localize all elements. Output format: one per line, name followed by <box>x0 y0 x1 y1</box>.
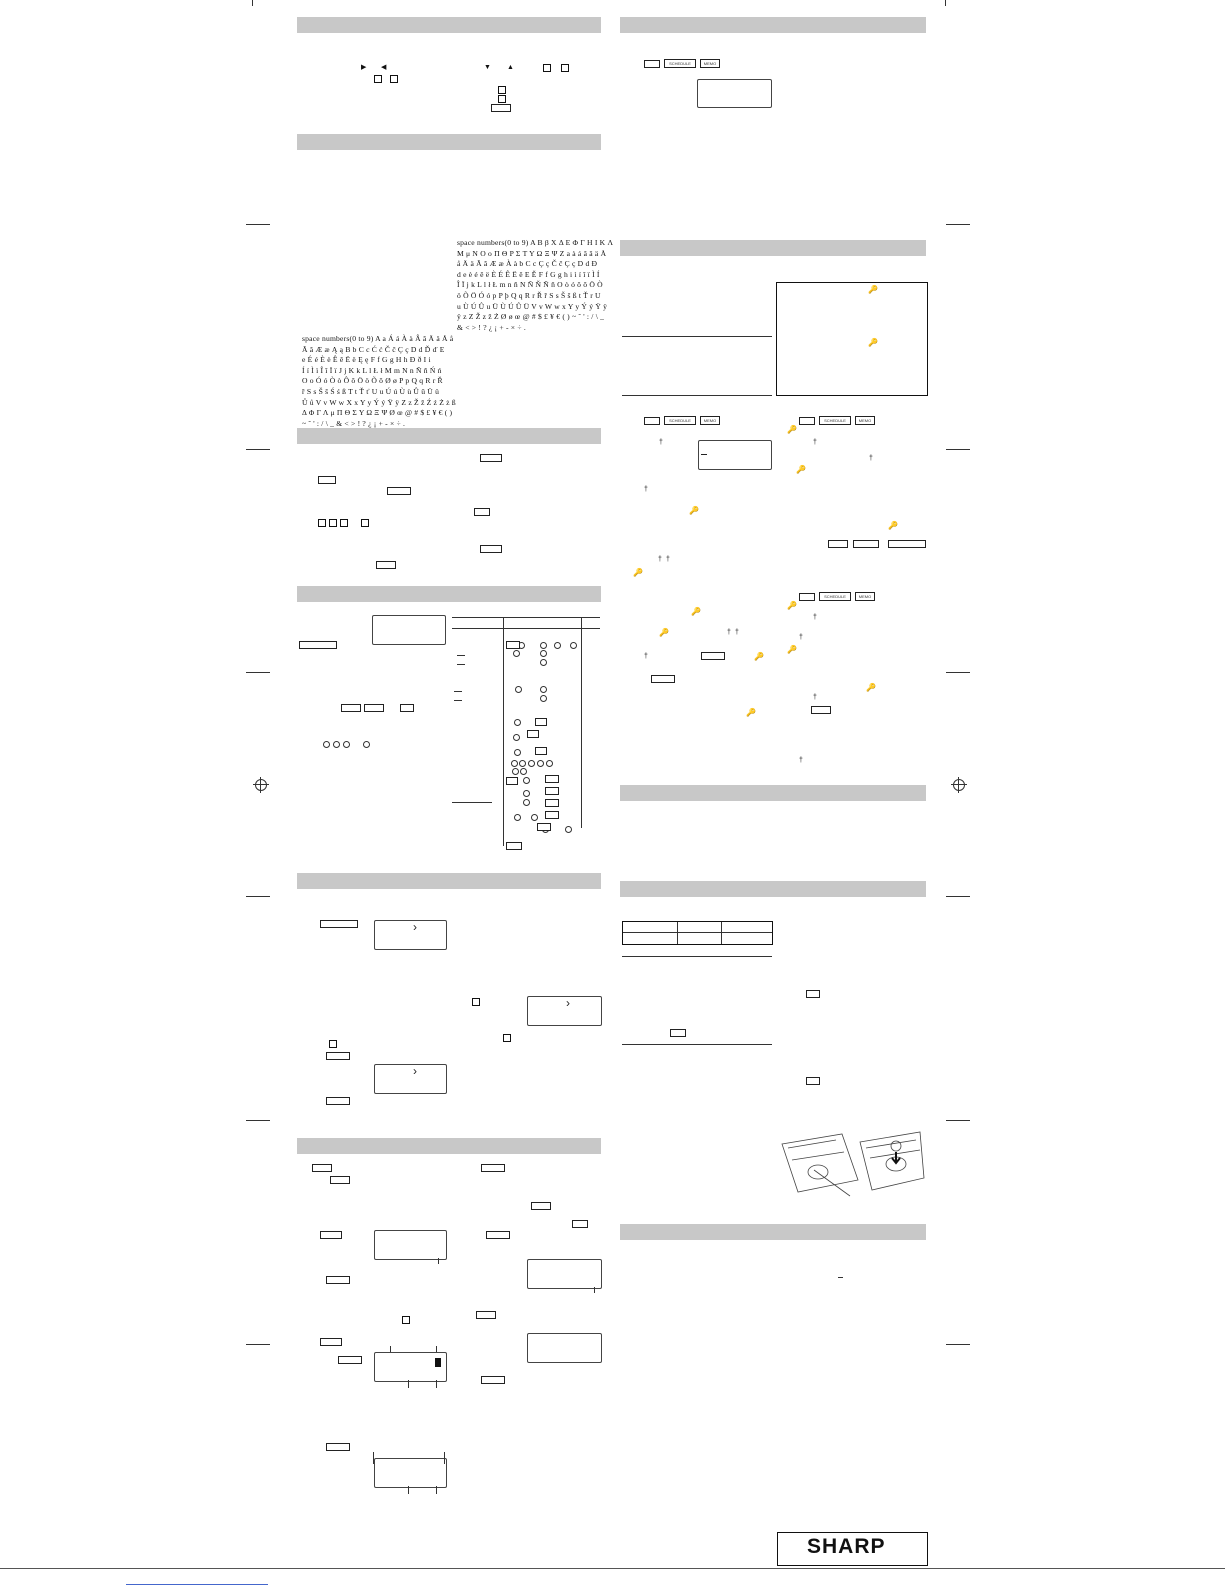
crop-mark-left-1 <box>246 224 270 225</box>
device-detail <box>866 1140 920 1158</box>
key-box <box>537 823 551 831</box>
lcd-display <box>697 79 772 108</box>
section-bar-left-6 <box>297 1138 601 1154</box>
key-box <box>853 540 879 548</box>
left-arrow-icon: ◀ <box>381 64 387 71</box>
memo-key: MEMO <box>700 416 720 425</box>
pin-icon: † <box>727 629 731 636</box>
circle-key-icon <box>523 799 530 806</box>
section-rule <box>622 395 772 396</box>
key-icon: 🔑 <box>888 521 898 530</box>
pin-icon: † <box>799 634 803 641</box>
key-box <box>545 811 559 819</box>
pin-icon: † <box>644 486 648 493</box>
overline-mark <box>838 1277 843 1278</box>
key-icon: 🔑 <box>746 708 756 717</box>
key-box <box>799 593 815 601</box>
char-line: ö Õ Ö Ó ó p P þ Q q R r Ř ř S s Š š ß t Ť r U <box>457 290 601 300</box>
section-rule <box>622 336 772 337</box>
enter-key <box>491 104 511 112</box>
circle-key-icon <box>528 760 535 767</box>
right-key-icon <box>402 1316 410 1324</box>
char-line: å Ä ä Ã ã Æ æ À à b C c Ç ç Č č Ç ç D d Ð <box>457 259 598 269</box>
key-box <box>535 747 547 755</box>
section-bar-left-2 <box>297 134 601 150</box>
schedule-key: SCHEDULE <box>819 592 851 601</box>
crop-mark-left-4 <box>246 896 270 897</box>
crop-mark-right-5 <box>946 1120 970 1121</box>
char-line: e É é È è Ê ê Ë ë Ę ę F f G g H h Ð ð I i <box>302 355 431 365</box>
key-icon: 🔑 <box>868 285 878 294</box>
lcd-display <box>374 920 447 950</box>
lcd-display <box>527 996 602 1026</box>
spec-table <box>622 921 773 945</box>
key-box <box>888 540 926 548</box>
section-bar-left-1 <box>297 17 601 33</box>
right-key-icon <box>472 998 480 1006</box>
table-rule <box>623 932 772 933</box>
char-line: & < > ! ? ¿ ¡ + - × ÷ . <box>457 322 526 332</box>
crop-mark-right-2 <box>946 449 970 450</box>
key-box <box>545 799 559 807</box>
battery-compartment-left <box>808 1165 828 1179</box>
circle-key-icon <box>514 719 521 726</box>
key-box <box>312 1164 332 1172</box>
key-box <box>400 704 414 712</box>
key-icon: 🔑 <box>659 628 669 637</box>
left-key-icon <box>503 1034 511 1042</box>
key-box <box>481 1376 505 1384</box>
key-box <box>338 1356 362 1364</box>
table-divider <box>503 617 504 846</box>
lcd-indicator <box>436 1380 437 1388</box>
circle-key-icon <box>519 760 526 767</box>
brand-logo: SHARP <box>807 1535 886 1558</box>
key-box <box>320 1231 342 1239</box>
schedule-key: SCHEDULE <box>819 416 851 425</box>
battery-coin <box>891 1141 901 1151</box>
circle-key-icon <box>513 650 520 657</box>
lcd-indicator <box>408 1486 409 1494</box>
pin-icon: † <box>644 653 648 660</box>
key-icon: 🔑 <box>866 683 876 692</box>
lcd-display <box>374 1230 447 1260</box>
char-line: ř S s Š š Ś ś ß T t Ť ť U u Ú ú Ù ù Û û Ü ü <box>302 386 440 396</box>
section-bar-right-3 <box>620 785 926 801</box>
key-box <box>318 476 336 484</box>
section-rule <box>622 956 772 957</box>
key-box <box>506 641 520 649</box>
table-mark <box>457 655 465 656</box>
crop-mark-right-4 <box>946 896 970 897</box>
circle-key-icon <box>515 686 522 693</box>
key-box <box>506 777 518 785</box>
right-key-icon <box>318 519 326 527</box>
circle-key-icon <box>511 760 518 767</box>
device-detail <box>788 1140 844 1160</box>
circle-key-icon <box>514 814 521 821</box>
key-box <box>828 540 848 548</box>
char-line: Î Ï j k L l ł Ł m n ñ N Ñ Ň Ñ ň O ò ó ô õ Ö Ò <box>457 280 603 290</box>
key-box <box>299 641 337 649</box>
char-line: Δ Φ Γ Λ μ Π Θ Σ Υ Ω Ξ Ψ Ø œ @ # $ £ ¥ € ( ) <box>302 408 453 418</box>
table-mark <box>454 691 462 692</box>
up-key-icon <box>561 64 569 72</box>
crop-mark-left-5 <box>246 1120 270 1121</box>
memo-key: MEMO <box>855 592 875 601</box>
key-box <box>474 508 490 516</box>
key-icon: 🔑 <box>868 338 878 347</box>
key-icon: 🔑 <box>787 425 797 434</box>
crop-mark-right-1 <box>946 224 970 225</box>
circle-key-icon <box>540 659 547 666</box>
up-key-icon <box>340 519 348 527</box>
char-line: space numbers(0 to 9) A B β X Δ E Φ Γ H I K Λ <box>457 238 614 247</box>
section-bar-right-5 <box>620 1224 926 1240</box>
key-icon: 🔑 <box>787 645 797 654</box>
key-box <box>387 487 411 495</box>
section-bar-right-4 <box>620 881 926 897</box>
lcd-display <box>374 1352 447 1382</box>
pin-icon: † <box>799 757 803 764</box>
char-line: d e è é ê ë È É Ê Ë ě E Ě F f G g h i ì í î ï Ì Í <box>457 269 600 279</box>
key-box <box>799 417 815 425</box>
table-divider <box>581 617 582 828</box>
circle-key-icon <box>333 741 340 748</box>
key-box <box>364 704 384 712</box>
circle-key-icon <box>513 734 520 741</box>
key-box <box>506 842 522 850</box>
circle-key-icon <box>523 777 530 784</box>
key-box <box>330 1176 350 1184</box>
down-key-icon <box>361 519 369 527</box>
key-box <box>326 1443 350 1451</box>
key-box <box>651 675 675 683</box>
key-box <box>326 1097 350 1105</box>
char-line: ÿ z Z Ž z ž Ż Ø ø œ @ # $ £ ¥ € ( ) ~ ˇ ' : / \ _ <box>457 312 605 322</box>
table-mark <box>457 664 465 665</box>
circle-key-icon <box>343 741 350 748</box>
pin-icon: † <box>813 694 817 701</box>
key-box <box>480 454 502 462</box>
schedule-key: SCHEDULE <box>664 59 696 68</box>
char-line: M μ N O o Π Θ P Σ T Y Ω Ξ Ψ Z a à á â ã ä Å <box>457 248 607 258</box>
key-box <box>701 652 725 660</box>
lcd-display <box>374 1458 447 1488</box>
pin-icon: † <box>813 614 817 621</box>
memo-key: MEMO <box>855 416 875 425</box>
key-icon: 🔑 <box>691 607 701 616</box>
key-box <box>341 704 361 712</box>
char-line: Í í Ì ì Î î Ï ï J j K k L l Ł ł M m N n Ñ ñ Ń ń <box>302 365 442 375</box>
key-box <box>320 920 358 928</box>
table-divider <box>677 922 678 944</box>
right-arrow-icon: ▶ <box>361 64 367 71</box>
char-line: Ů ů V v W w X x Y y Ý ý Ÿ ÿ Z z Ž ž Ź ź Ż ż ß <box>302 397 456 407</box>
key-box <box>326 1276 350 1284</box>
crop-mark-right-6 <box>946 1344 970 1345</box>
section-bar-left-3 <box>297 428 601 444</box>
section-bar-left-4 <box>297 586 601 602</box>
table-rule <box>452 617 600 618</box>
key-box <box>320 1338 342 1346</box>
table-rule <box>452 628 600 629</box>
key-box <box>376 561 396 569</box>
chevron-icon: › <box>413 1064 417 1078</box>
key-box <box>545 775 559 783</box>
registration-mark-right <box>953 779 965 791</box>
key-box <box>531 1202 551 1210</box>
pin-icon: † <box>869 455 873 462</box>
battery-replacement-illustration <box>780 1130 926 1200</box>
down-key-icon <box>543 64 551 72</box>
circle-key-icon <box>540 686 547 693</box>
lcd-indicator <box>438 1258 439 1264</box>
lcd-display <box>527 1333 602 1363</box>
circle-key-icon <box>546 760 553 767</box>
section-rule <box>622 1044 772 1045</box>
char-line: space numbers(0 to 9) A a Á á À à Â â Ä ä Å å <box>302 334 454 343</box>
circle-key-icon <box>523 790 530 797</box>
lcd-indicator <box>594 1287 595 1293</box>
crop-mark-right-3 <box>946 672 970 673</box>
circle-key-icon <box>540 695 547 702</box>
cursor-block <box>435 1358 441 1367</box>
section-bar-right-2 <box>620 240 926 256</box>
table-rule <box>452 802 492 803</box>
down-arrow-icon: ▼ <box>484 64 491 71</box>
crop-mark-left-6 <box>246 1344 270 1345</box>
up-arrow-icon: ▲ <box>507 64 514 71</box>
key-box <box>326 1052 350 1060</box>
section-bar-left-5 <box>297 873 601 889</box>
crop-mark-top-left <box>252 0 253 6</box>
left-key-icon <box>329 519 337 527</box>
circle-key-icon <box>565 826 572 833</box>
circle-key-icon <box>363 741 370 748</box>
pin-icon: † <box>666 556 670 563</box>
right-key-icon <box>374 75 382 83</box>
note-box <box>776 282 928 396</box>
lcd-indicator <box>408 1380 409 1388</box>
character-set-right <box>457 238 614 333</box>
bottom-trim-line <box>0 1568 1225 1569</box>
pin-icon: † <box>659 439 663 446</box>
key-icon: 🔑 <box>787 601 797 610</box>
circle-key-icon <box>323 741 330 748</box>
key-box <box>572 1220 588 1228</box>
chevron-icon: › <box>413 920 417 934</box>
circle-key-icon <box>537 760 544 767</box>
forward-key-icon <box>498 95 506 103</box>
table-divider <box>721 922 722 944</box>
crop-mark-top-right <box>945 0 946 6</box>
circle-key-icon <box>540 642 547 649</box>
key-box <box>481 1164 505 1172</box>
lcd-display <box>374 1064 447 1094</box>
back-key-icon <box>498 86 506 94</box>
pin-icon: † <box>735 629 739 636</box>
lcd-display <box>372 615 446 645</box>
circle-key-icon <box>554 642 561 649</box>
back-key-icon <box>329 1040 337 1048</box>
circle-key-icon <box>514 749 521 756</box>
lcd-indicator <box>436 1486 437 1494</box>
character-set-left <box>302 334 456 429</box>
key-box <box>644 60 660 68</box>
key-box <box>527 730 539 738</box>
section-bar-right-1 <box>620 17 926 33</box>
circle-key-icon <box>540 650 547 657</box>
circle-key-icon <box>570 642 577 649</box>
key-icon: 🔑 <box>689 506 699 515</box>
key-box <box>535 718 547 726</box>
key-icon: 🔑 <box>754 652 764 661</box>
memo-key: MEMO <box>700 59 720 68</box>
lcd-indicator <box>444 1452 445 1464</box>
lcd-display <box>698 440 772 470</box>
left-key-icon <box>390 75 398 83</box>
char-line: u Ù Ú Û u Ü Ù Ú Û Ü V v W w x Y y Ý ý Ÿ ÿ <box>457 301 608 311</box>
crop-mark-left-3 <box>246 672 270 673</box>
key-box <box>670 1029 686 1037</box>
key-box <box>480 545 502 553</box>
key-box <box>476 1311 496 1319</box>
table-mark <box>454 700 462 701</box>
key-box <box>486 1231 510 1239</box>
device-back-right <box>860 1132 924 1190</box>
pin-icon: † <box>813 439 817 446</box>
key-icon: 🔑 <box>796 465 806 474</box>
char-line: O o Ó ó Ò ò Ô ô Ö ö Õ õ Ø ø P p Q q R r Ř <box>302 376 443 386</box>
key-box <box>806 990 820 998</box>
cursor-mark <box>701 454 707 455</box>
key-box <box>811 706 831 714</box>
circle-key-icon <box>512 768 519 775</box>
char-line: ~ ˇ ' : / \ _ & < > ! ? ¿ ¡ + - × ÷ . <box>302 418 406 428</box>
key-box <box>806 1077 820 1085</box>
lcd-display <box>527 1259 602 1289</box>
pin-icon: † <box>658 556 662 563</box>
key-icon: 🔑 <box>633 568 643 577</box>
crop-mark-left-2 <box>246 449 270 450</box>
circle-key-icon <box>531 814 538 821</box>
schedule-key: SCHEDULE <box>664 416 696 425</box>
registration-mark-left <box>255 779 267 791</box>
circle-key-icon <box>520 768 527 775</box>
key-box <box>545 787 559 795</box>
char-line: Ã ã Æ æ Ą ą B b C c Ć ć Č č Ç ç D d Ď ď E <box>302 344 445 354</box>
lcd-indicator <box>373 1452 374 1464</box>
key-box <box>644 417 660 425</box>
chevron-icon: › <box>566 996 570 1010</box>
